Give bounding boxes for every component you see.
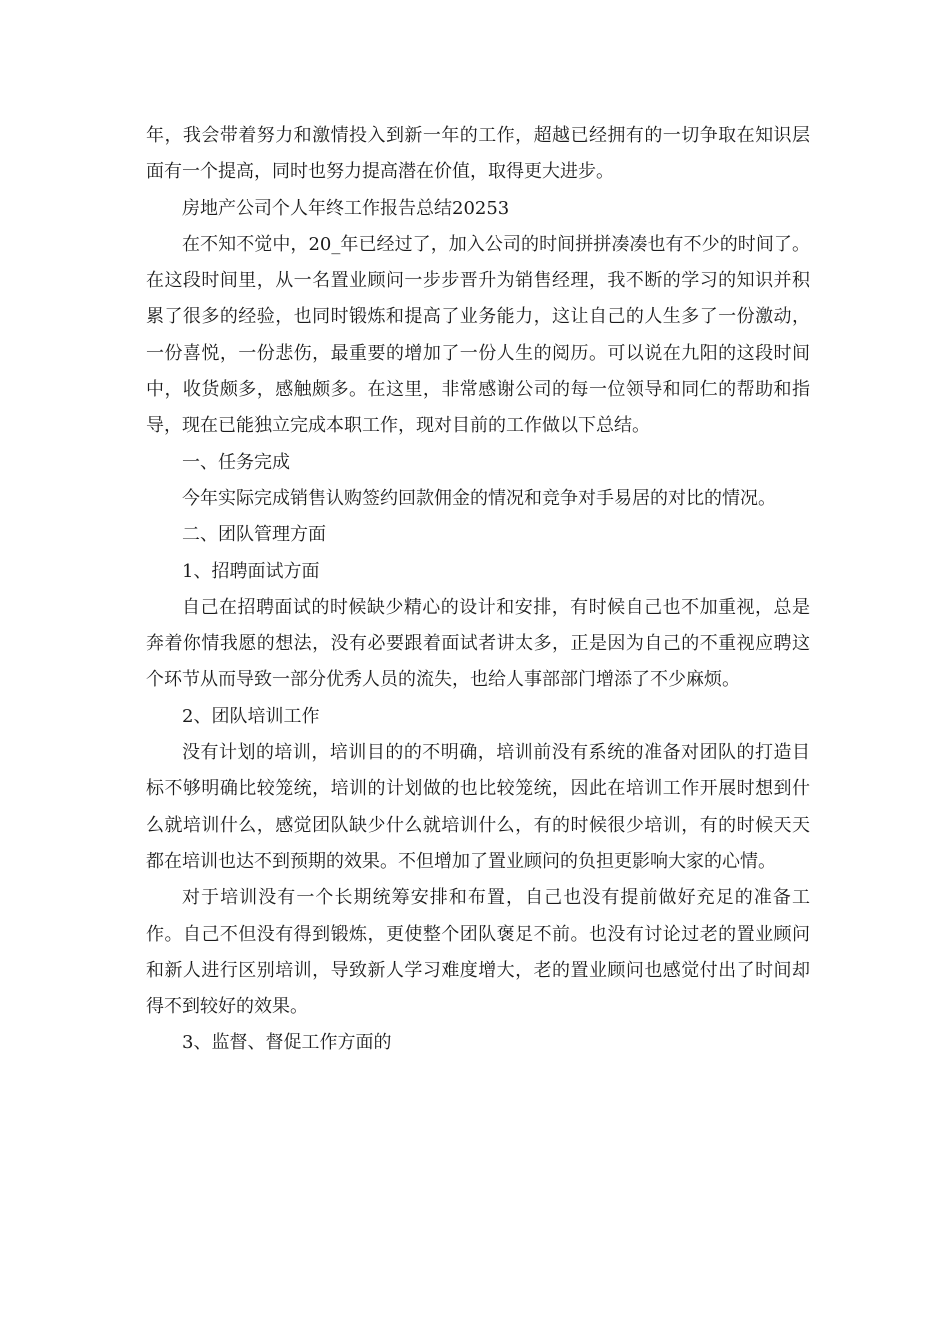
subheading-recruitment: 1、招聘面试方面 — [182, 560, 320, 582]
paragraph-task-completion: 今年实际完成销售认购签约回款佣金的情况和竞争对手易居的对比的情况。 — [182, 487, 776, 509]
subheading-team-training: 2、团队培训工作 — [182, 705, 320, 727]
section-title: 房地产公司个人年终工作报告总结20253 — [182, 197, 510, 219]
paragraph-continuation: 年，我会带着努力和激情投入到新一年的工作，超越已经拥有的一切争取在知识层面有一个提高，同时也努力提高潜在价值，取得更大进步。 — [146, 125, 810, 183]
subheading-supervision: 3、监督、督促工作方面的 — [182, 1032, 392, 1054]
document-page — [146, 118, 810, 1062]
paragraph-team-training: 没有计划的培训，培训目的的不明确，培训前没有系统的准备对团队的打造目标不够明确比较笼统，培训的计划做的也比较笼统，因此在培训工作开展时想到什么就培训什么，感觉团队缺少什么就培训什么，有的时候很少培训，有的时候天天都在培训也达不到预期的效果。不但增加了置业顾问的负担更影响大家的心情。 — [146, 742, 810, 872]
paragraph-training-planning: 对于培训没有一个长期统筹安排和布置，自己也没有提前做好充足的准备工作。自己不但没有得到锻炼，更使整个团队褒足不前。也没有讨论过老的置业顾问和新人进行区别培训，导致新人学习难度增大，老的置业顾问也感觉付出了时间却得不到较好的效果。 — [146, 887, 810, 1018]
paragraph-intro: 在不知不觉中，20_年已经过了，加入公司的时间拼拼凑凑也有不少的时间了。在这段时间里，从一名置业顾问一步步晋升为销售经理，我不断的学习的知识并积累了很多的经验，也同时锻炼和提高了业务能力，这让自己的人生多了一份激动，一份喜悦，一份悲伤，最重要的增加了一份人生的阅历。可以说在九阳的这段时间中，收货颇多，感触颇多。在这里，非常感谢公司的每一位领导和同仁的帮助和指导，现在已能独立完成本职工作，现对目前的工作做以下总结。 — [146, 233, 810, 437]
paragraph-recruitment: 自己在招聘面试的时候缺少精心的设计和安排，有时候自己也不加重视，总是奔着你情我愿的想法，没有必要跟着面试者讲太多，正是因为自己的不重视应聘这个环节从而导致一部分优秀人员的流失，也给人事部部门增添了不少麻烦。 — [146, 596, 810, 691]
heading-task-completion: 一、任务完成 — [182, 451, 290, 473]
heading-team-management: 二、团队管理方面 — [182, 524, 326, 546]
